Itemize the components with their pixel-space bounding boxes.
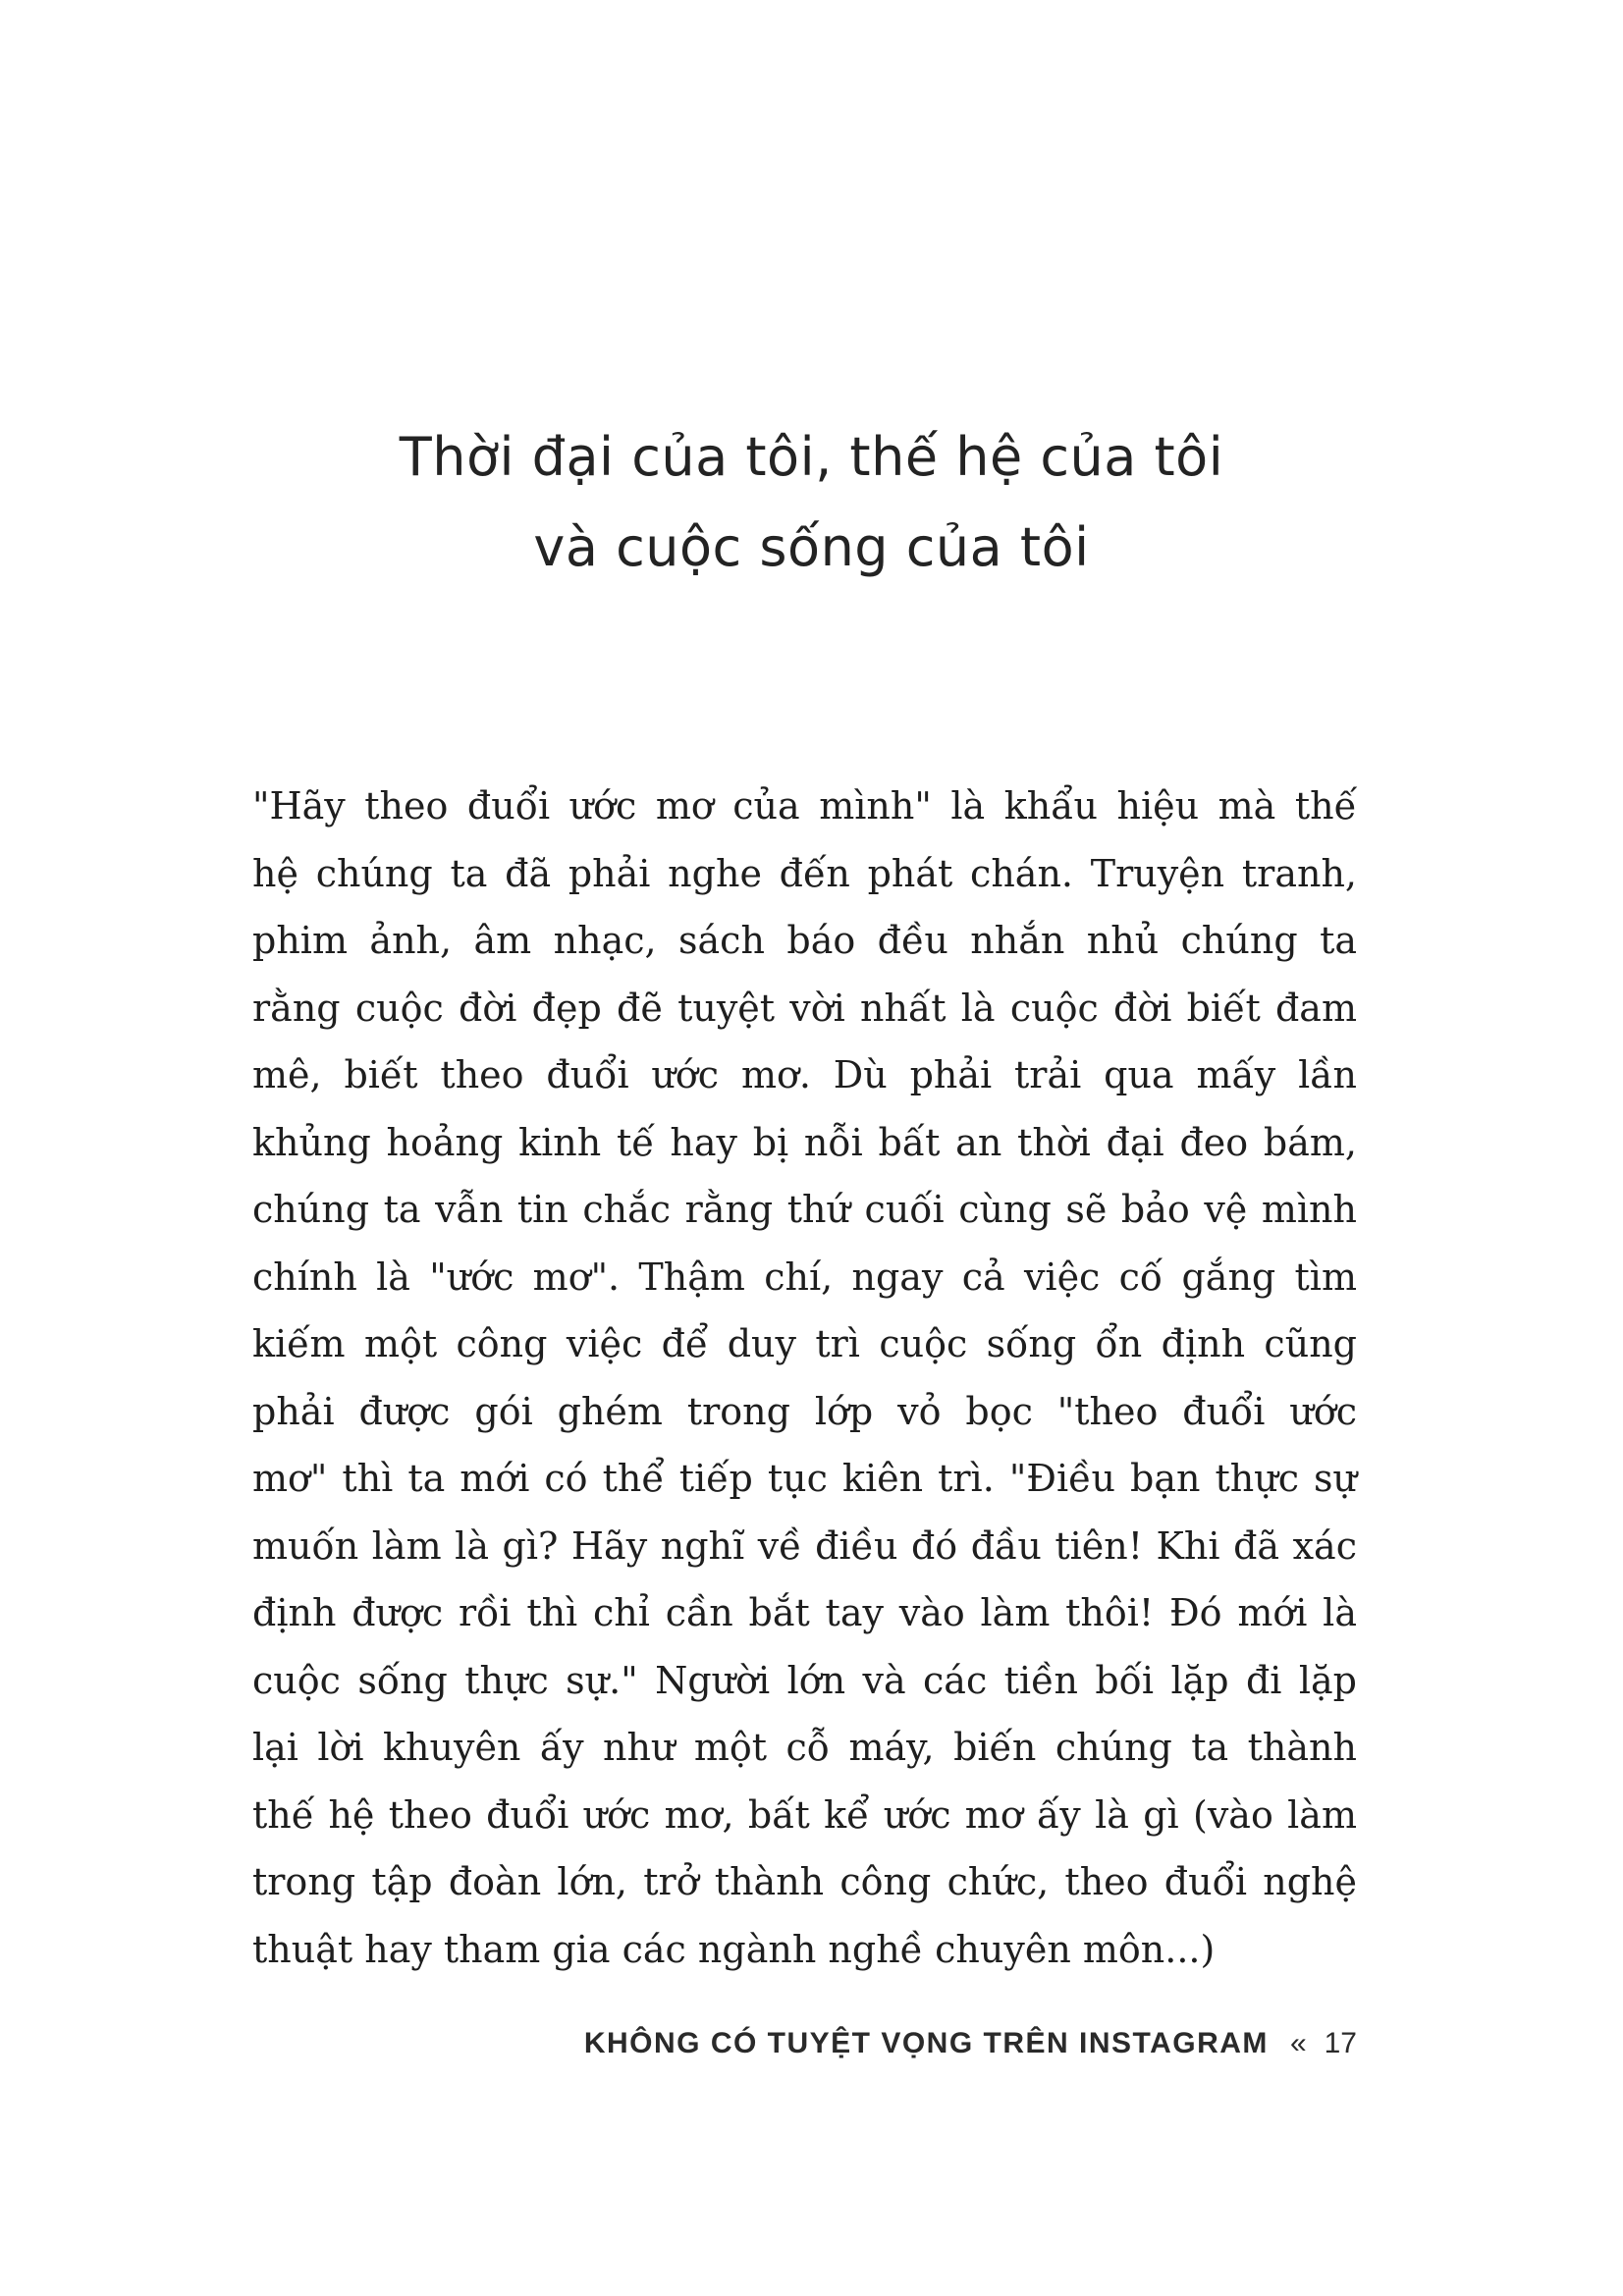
body-line: chính là "ước mơ". Thậm chí, ngay cả việc cố gắng tìm xyxy=(252,1255,1357,1299)
footer-separator: « xyxy=(1289,2027,1307,2059)
body-line: phim ảnh, âm nhạc, sách báo đều nhắn nhủ chúng ta xyxy=(252,919,1357,962)
body-line: thuật hay tham gia các ngành nghề chuyên môn...) xyxy=(252,1927,1216,1971)
body-line: mê, biết theo đuổi ước mơ. Dù phải trải qua mấy lần xyxy=(252,1053,1357,1096)
body-line: trong tập đoàn lớn, trở thành công chức, theo đuổi nghệ xyxy=(252,1860,1357,1903)
body-line: rằng cuộc đời đẹp đẽ tuyệt vời nhất là cuộc đời biết đam xyxy=(252,986,1357,1030)
body-line: chúng ta vẫn tin chắc rằng thứ cuối cùng sẽ bảo vệ mình xyxy=(252,1188,1357,1231)
chapter-title xyxy=(0,412,1623,593)
body-line: lại lời khuyên ấy như một cỗ máy, biến chúng ta thành xyxy=(252,1726,1357,1769)
body-line: kiếm một công việc để duy trì cuộc sống ổn định cũng xyxy=(252,1322,1357,1365)
page-number: 17 xyxy=(1324,2027,1357,2059)
body-line: hệ chúng ta đã phải nghe đến phát chán. Truyện tranh, xyxy=(252,851,1357,895)
footer-book-title: KHÔNG CÓ TUYỆT VỌNG TRÊN INSTAGRAM xyxy=(583,2027,1269,2059)
body-line: phải được gói ghém trong lớp vỏ bọc "theo đuổi ước xyxy=(252,1389,1357,1433)
chapter-title-line-2: và cuộc sống của tôi xyxy=(533,516,1090,578)
body-line: muốn làm là gì? Hãy nghĩ về điều đó đầu tiên! Khi đã xác xyxy=(252,1523,1357,1568)
body-line: cuộc sống thực sự." Người lớn và các tiền bối lặp đi lặp xyxy=(252,1658,1357,1702)
body-paragraph xyxy=(252,773,1357,1983)
body-line: định được rồi thì chỉ cần bắt tay vào làm thôi! Đó mới là xyxy=(252,1591,1357,1634)
chapter-title-line-1: Thời đại của tôi, thế hệ của tôi xyxy=(399,426,1224,488)
body-line: mơ" thì ta mới có thể tiếp tục kiên trì. "Điều bạn thực sự xyxy=(252,1457,1357,1500)
body-line: khủng hoảng kinh tế hay bị nỗi bất an thời đại đeo bám, xyxy=(252,1120,1357,1164)
running-footer xyxy=(252,2027,1357,2060)
body-line: "Hãy theo đuổi ước mơ của mình" là khẩu hiệu mà thế xyxy=(252,784,1357,828)
body-line: thế hệ theo đuổi ước mơ, bất kể ước mơ ấy là gì (vào làm xyxy=(252,1792,1357,1837)
